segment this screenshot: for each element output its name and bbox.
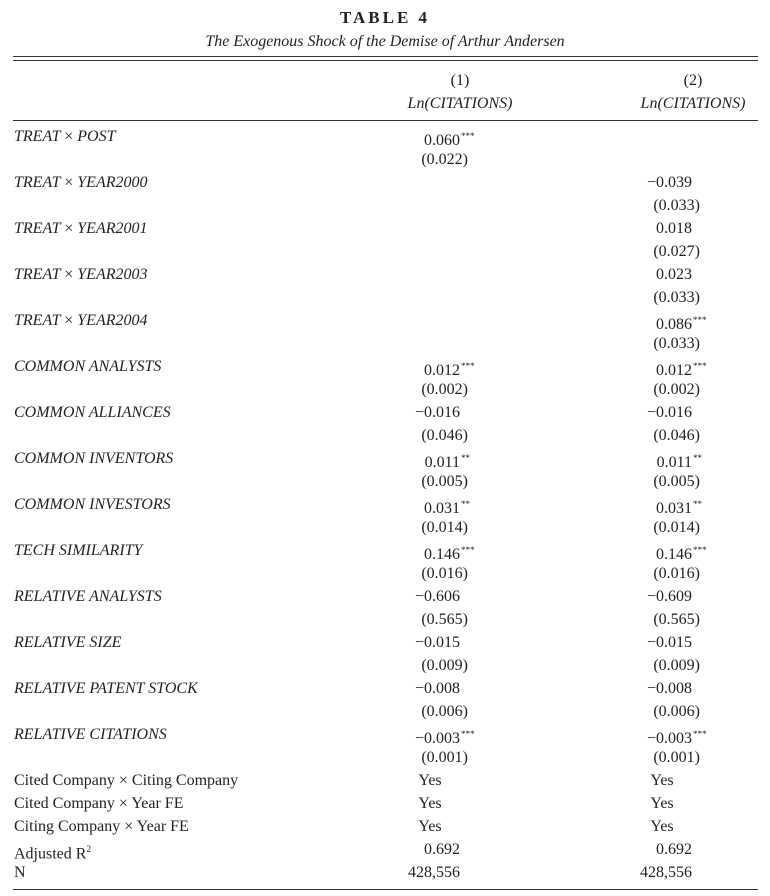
stderr-cell — [632, 424, 752, 447]
footer-label — [14, 815, 189, 838]
table-row-stderr — [0, 516, 770, 539]
table-row-stderr — [0, 194, 770, 217]
variable-name: TREAT — [14, 174, 61, 191]
table-row-stderr — [0, 654, 770, 677]
table-row — [0, 401, 770, 424]
footer-value: Yes — [650, 772, 674, 789]
footer-row — [0, 792, 770, 815]
stderr-cell — [632, 700, 752, 723]
stderr-value: (0.565) — [421, 611, 468, 628]
stderr-value: (0.006) — [653, 703, 700, 720]
coefficient-cell — [400, 631, 520, 654]
stderr-value: (0.009) — [653, 657, 700, 674]
variable-label — [14, 677, 198, 700]
stderr-cell — [400, 700, 520, 723]
variable-name: TREAT — [14, 220, 61, 237]
footer-label-text: Citing Company × Year FE — [14, 818, 189, 835]
stderr-value: (0.016) — [653, 565, 700, 582]
table-row-stderr — [0, 240, 770, 263]
footer-cell — [632, 769, 752, 792]
coefficient-cell — [400, 585, 520, 608]
coefficient-cell — [632, 217, 752, 240]
top-rule-double — [13, 60, 758, 61]
footer-value: 428,556 — [640, 864, 692, 881]
footer-value: Yes — [418, 772, 442, 789]
times-symbol: × — [64, 312, 74, 329]
table-row-stderr — [0, 700, 770, 723]
significance-stars: *** — [461, 361, 475, 371]
stderr-value: (0.046) — [653, 427, 700, 444]
stderr-value: (0.005) — [653, 473, 700, 490]
stderr-cell — [400, 746, 520, 769]
variable-label — [14, 401, 171, 424]
variable-label — [14, 631, 121, 654]
footer-cell — [632, 838, 752, 861]
variable-name: COMMON INVENTORS — [14, 450, 174, 467]
variable-label — [14, 217, 147, 240]
stderr-value: (0.033) — [653, 335, 700, 352]
times-symbol: × — [64, 266, 74, 283]
stderr-cell — [632, 516, 752, 539]
stderr-value: (0.027) — [653, 243, 700, 260]
stderr-cell — [400, 654, 520, 677]
footer-value: 428,556 — [408, 864, 460, 881]
footer-cell — [400, 838, 520, 861]
column-dependent: Ln(CITATIONS) — [640, 95, 746, 112]
stderr-cell — [400, 562, 520, 585]
significance-stars: *** — [461, 131, 475, 141]
stderr-cell — [632, 378, 752, 401]
significance-stars: *** — [461, 729, 475, 739]
coefficient-value: −0.016 — [646, 404, 692, 421]
column-header-1 — [370, 69, 550, 115]
stderr-cell — [400, 148, 520, 171]
table-row-stderr — [0, 148, 770, 171]
footer-label — [14, 769, 238, 792]
table-row-stderr — [0, 424, 770, 447]
variable-label — [14, 125, 116, 148]
stderr-value: (0.001) — [421, 749, 468, 766]
variable-label — [14, 447, 173, 470]
table-row — [0, 677, 770, 700]
column-dependent: Ln(CITATIONS) — [407, 95, 513, 112]
footer-row — [0, 769, 770, 792]
column-header-2 — [603, 69, 770, 115]
coefficient-value: 0.060 — [424, 132, 460, 149]
table-caption: The Exogenous Shock of the Demise of Arthur Andersen — [205, 33, 565, 50]
times-symbol: × — [64, 174, 74, 191]
variable-interaction: YEAR2003 — [77, 266, 148, 283]
stderr-cell — [400, 378, 520, 401]
footer-label-text: Adjusted R — [14, 845, 87, 863]
coefficient-value: 0.018 — [656, 220, 692, 237]
coefficient-value: 0.011 — [424, 454, 460, 471]
table-row — [0, 723, 770, 746]
coefficient-value: 0.086 — [656, 316, 692, 333]
table-row — [0, 585, 770, 608]
coefficient-cell — [632, 677, 752, 700]
significance-stars: ** — [693, 453, 702, 463]
footer-value: Yes — [650, 795, 674, 812]
coefficient-value: 0.023 — [656, 266, 692, 283]
variable-label — [14, 355, 161, 378]
superscript: 2 — [86, 844, 91, 854]
significance-stars: *** — [693, 729, 707, 739]
variable-label — [14, 493, 171, 516]
variable-name: COMMON ALLIANCES — [14, 404, 171, 421]
coefficient-cell — [632, 585, 752, 608]
variable-label — [14, 539, 142, 562]
coefficient-cell — [632, 631, 752, 654]
footer-cell — [632, 815, 752, 838]
coefficient-value: −0.015 — [414, 634, 460, 651]
coefficient-value: 0.012 — [656, 362, 692, 379]
coefficient-value: −0.008 — [646, 680, 692, 697]
stderr-cell — [632, 286, 752, 309]
table-number: TABLE 4 — [339, 8, 431, 27]
variable-name: COMMON ANALYSTS — [14, 358, 162, 375]
table-row — [0, 355, 770, 378]
variable-label — [14, 723, 167, 746]
coefficient-cell — [632, 401, 752, 424]
stderr-cell — [400, 516, 520, 539]
stderr-cell — [632, 194, 752, 217]
table-row — [0, 263, 770, 286]
table-row-stderr — [0, 608, 770, 631]
stderr-cell — [632, 240, 752, 263]
footer-value: 0.692 — [656, 841, 692, 858]
coefficient-cell — [400, 401, 520, 424]
stderr-cell — [400, 470, 520, 493]
top-rule — [13, 56, 758, 57]
variable-label — [14, 171, 147, 194]
footer-cell — [400, 769, 520, 792]
variable-name: TECH SIMILARITY — [14, 542, 143, 559]
footer-value: Yes — [418, 795, 442, 812]
coefficient-value: 0.012 — [424, 362, 460, 379]
footer-cell — [632, 792, 752, 815]
footer-cell — [400, 792, 520, 815]
stderr-value: (0.014) — [653, 519, 700, 536]
variable-label — [14, 309, 147, 332]
header-rule — [13, 120, 758, 121]
table-row — [0, 217, 770, 240]
variable-name: RELATIVE PATENT STOCK — [14, 680, 198, 697]
footer-row — [0, 861, 770, 884]
footer-value: 0.692 — [424, 841, 460, 858]
footer-label-text: Cited Company × Citing Company — [14, 772, 239, 789]
table-row — [0, 447, 770, 470]
significance-stars: *** — [693, 361, 707, 371]
stderr-value: (0.002) — [421, 381, 468, 398]
stderr-cell — [632, 562, 752, 585]
table-row — [0, 539, 770, 562]
table-row-stderr — [0, 332, 770, 355]
stderr-cell — [400, 608, 520, 631]
variable-label — [14, 585, 162, 608]
footer-row — [0, 815, 770, 838]
times-symbol: × — [64, 128, 74, 145]
stderr-cell — [632, 746, 752, 769]
stderr-cell — [400, 424, 520, 447]
stderr-value: (0.006) — [421, 703, 468, 720]
coefficient-value: −0.003 — [646, 730, 692, 747]
footer-label-text: Cited Company × Year FE — [14, 795, 184, 812]
coefficient-cell — [632, 263, 752, 286]
table-row — [0, 631, 770, 654]
variable-name: COMMON INVESTORS — [14, 496, 171, 513]
stderr-value: (0.002) — [653, 381, 700, 398]
coefficient-value: 0.146 — [424, 546, 460, 563]
column-number: (1) — [450, 72, 470, 89]
coefficient-cell — [632, 171, 752, 194]
table-row-stderr — [0, 470, 770, 493]
significance-stars: *** — [693, 315, 707, 325]
stderr-value: (0.001) — [653, 749, 700, 766]
footer-cell — [400, 861, 520, 884]
significance-stars: ** — [461, 499, 470, 509]
variable-name: RELATIVE ANALYSTS — [14, 588, 162, 605]
footer-row — [0, 838, 770, 861]
stderr-cell — [632, 608, 752, 631]
stderr-value: (0.033) — [653, 197, 700, 214]
coefficient-value: −0.039 — [646, 174, 692, 191]
coefficient-value: −0.008 — [414, 680, 460, 697]
variable-interaction: YEAR2004 — [77, 312, 148, 329]
coefficient-value: −0.609 — [646, 588, 692, 605]
variable-label — [14, 263, 147, 286]
coefficient-value: 0.031 — [656, 500, 692, 517]
variable-interaction: POST — [77, 128, 116, 145]
coefficient-value: −0.016 — [414, 404, 460, 421]
stderr-value: (0.565) — [653, 611, 700, 628]
coefficient-value: 0.011 — [656, 454, 692, 471]
variable-name: TREAT — [14, 266, 61, 283]
table-body — [0, 125, 770, 884]
variable-interaction: YEAR2000 — [77, 174, 148, 191]
significance-stars: ** — [461, 453, 470, 463]
coefficient-value: −0.015 — [646, 634, 692, 651]
times-symbol: × — [64, 220, 74, 237]
bottom-rule — [13, 889, 758, 890]
stderr-value: (0.005) — [421, 473, 468, 490]
stderr-cell — [632, 470, 752, 493]
stderr-value: (0.046) — [421, 427, 468, 444]
variable-interaction: YEAR2001 — [77, 220, 148, 237]
significance-stars: ** — [693, 499, 702, 509]
footer-label — [14, 792, 183, 815]
table-row-stderr — [0, 746, 770, 769]
stderr-value: (0.033) — [653, 289, 700, 306]
footer-label — [14, 861, 26, 884]
column-number: (2) — [683, 72, 703, 89]
table-row — [0, 125, 770, 148]
table-row-stderr — [0, 562, 770, 585]
coefficient-value: 0.031 — [424, 500, 460, 517]
stderr-value: (0.016) — [421, 565, 468, 582]
table-row — [0, 171, 770, 194]
footer-cell — [400, 815, 520, 838]
significance-stars: *** — [461, 545, 475, 555]
coefficient-value: −0.606 — [414, 588, 460, 605]
footer-cell — [632, 861, 752, 884]
variable-name: TREAT — [14, 128, 61, 145]
table-row-stderr — [0, 286, 770, 309]
coefficient-value: 0.146 — [656, 546, 692, 563]
footer-value: Yes — [650, 818, 674, 835]
stderr-value: (0.009) — [421, 657, 468, 674]
coefficient-cell — [400, 677, 520, 700]
variable-name: RELATIVE SIZE — [14, 634, 122, 651]
variable-name: RELATIVE CITATIONS — [14, 726, 167, 743]
table-row-stderr — [0, 378, 770, 401]
table-row — [0, 309, 770, 332]
table-row — [0, 493, 770, 516]
significance-stars: *** — [693, 545, 707, 555]
stderr-cell — [632, 654, 752, 677]
stderr-cell — [632, 332, 752, 355]
variable-name: TREAT — [14, 312, 61, 329]
footer-value: Yes — [418, 818, 442, 835]
stderr-value: (0.014) — [421, 519, 468, 536]
stderr-value: (0.022) — [421, 151, 468, 168]
footer-label-text: N — [14, 864, 26, 881]
coefficient-value: −0.003 — [414, 730, 460, 747]
